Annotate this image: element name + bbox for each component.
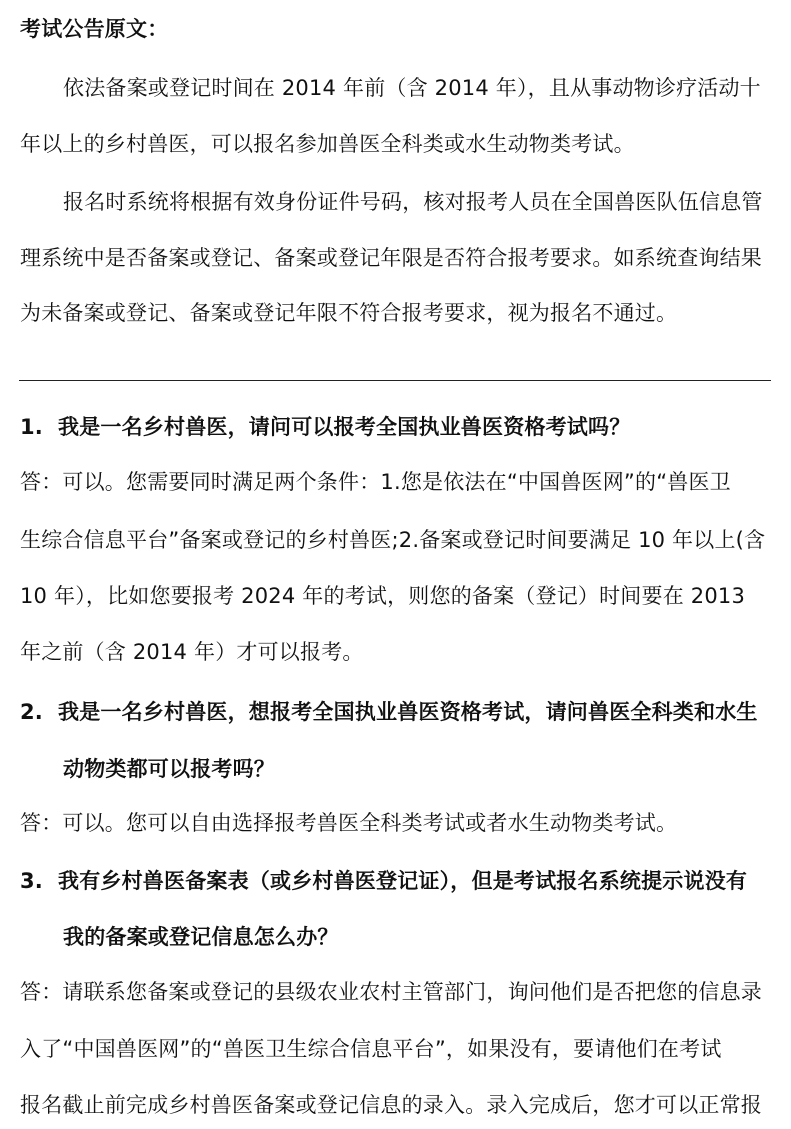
faq-question-text: 我是一名乡村兽医，请问可以报考全国执业兽医资格考试吗？ xyxy=(58,415,631,439)
faq-question-2 xyxy=(20,697,780,727)
faq-question-3 xyxy=(20,866,780,896)
notice-paragraph-1-line-2: 年以上的乡村兽医，可以报名参加兽医全科类或水生动物类考试。 xyxy=(20,132,635,156)
faq-answer-3-line-1: 答：请联系您备案或登记的县级农业农村主管部门，询问他们是否把您的信息录 xyxy=(20,980,762,1004)
faq-question-2-line-2: 动物类都可以报考吗？ xyxy=(63,757,275,781)
faq-number: 2. xyxy=(20,700,43,724)
notice-heading: 考试公告原文： xyxy=(20,17,169,41)
faq-answer-1-line-2: 生综合信息平台”备案或登记的乡村兽医;2.备案或登记时间要满足 10 年以上(含 xyxy=(20,528,766,552)
faq-question-text: 我有乡村兽医备案表（或乡村兽医登记证），但是考试报名系统提示说没有 xyxy=(58,869,748,893)
faq-answer-3-line-2: 入了“中国兽医网”的“兽医卫生综合信息平台”，如果没有，要请他们在考试 xyxy=(20,1037,722,1061)
faq-question-3-line-2: 我的备案或登记信息怎么办？ xyxy=(63,925,339,949)
faq-number: 1. xyxy=(20,415,43,439)
faq-answer-3-line-3: 报名截止前完成乡村兽医备案或登记信息的录入。录入完成后，您才可以正常报 xyxy=(20,1093,762,1117)
faq-question-1 xyxy=(20,412,780,442)
faq-answer-2-line-1: 答：可以。您可以自由选择报考兽医全科类考试或者水生动物类考试。 xyxy=(20,811,678,835)
notice-paragraph-2-line-1: 报名时系统将根据有效身份证件号码，核对报考人员在全国兽医队伍信息管 xyxy=(63,190,763,214)
notice-paragraph-2-line-3: 为未备案或登记、备案或登记年限不符合报考要求，视为报名不通过。 xyxy=(20,301,678,325)
notice-paragraph-1-line-1: 依法备案或登记时间在 2014 年前（含 2014 年），且从事动物诊疗活动十 xyxy=(63,76,761,100)
faq-number: 3. xyxy=(20,869,43,893)
faq-answer-1-line-3: 10 年），比如您要报考 2024 年的考试，则您的备案（登记）时间要在 2013 xyxy=(20,584,746,608)
faq-answer-1-line-1: 答：可以。您需要同时满足两个条件：1.您是依法在“中国兽医网”的“兽医卫 xyxy=(20,470,731,494)
faq-answer-1-line-4: 年之前（含 2014 年）才可以报考。 xyxy=(20,640,364,664)
notice-paragraph-2-line-2: 理系统中是否备案或登记、备案或登记年限是否符合报考要求。如系统查询结果 xyxy=(20,246,762,270)
faq-question-text: 我是一名乡村兽医，想报考全国执业兽医资格考试，请问兽医全科类和水生 xyxy=(58,700,758,724)
section-divider xyxy=(19,380,771,381)
